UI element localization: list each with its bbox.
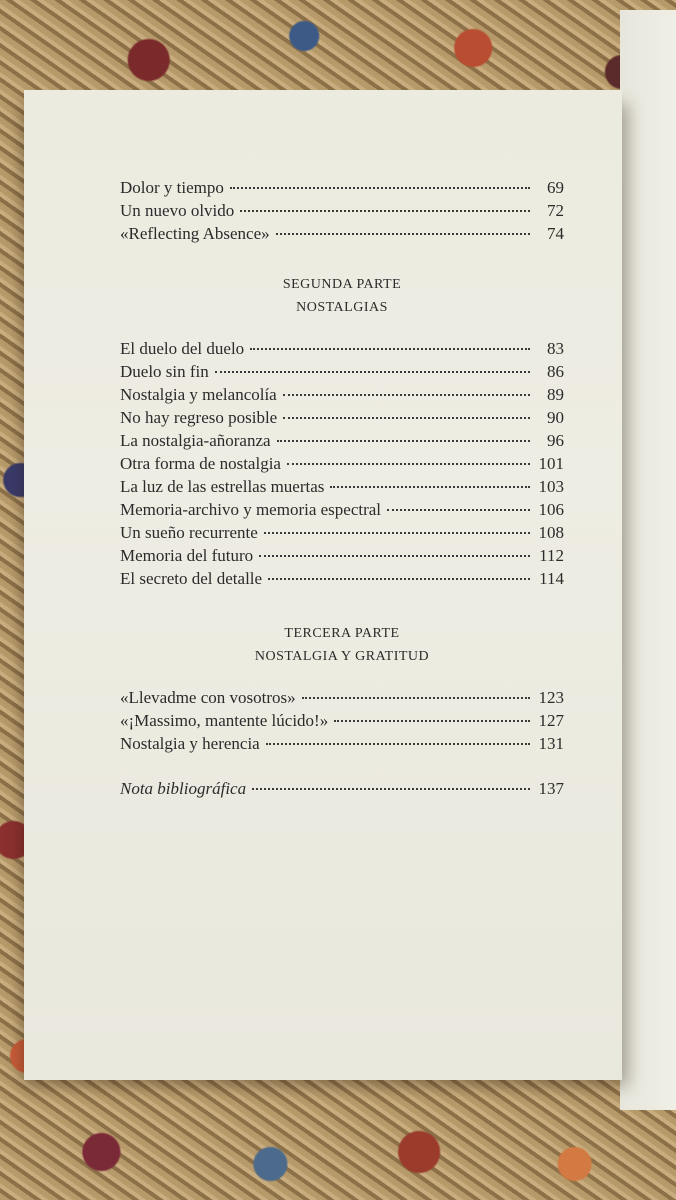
toc-entry-page: 89 — [547, 385, 564, 404]
dot-leader — [230, 187, 530, 189]
toc-entry-title: Memoria-archivo y memoria espectral — [120, 500, 382, 519]
toc-entry-page: 114 — [539, 569, 564, 588]
part-label: SEGUNDA PARTE — [282, 277, 402, 292]
dot-leader — [215, 371, 530, 373]
toc-entry — [120, 732, 564, 755]
toc-entry-page: 131 — [538, 734, 564, 753]
part-title: NOSTALGIA Y GRATITUD — [254, 649, 430, 664]
dot-leader — [287, 463, 530, 465]
toc-entry-title: Nostalgia y melancolía — [120, 385, 277, 404]
toc-entry-page: 127 — [538, 711, 564, 730]
book-page — [24, 90, 622, 1080]
toc-entry-page: 69 — [547, 178, 564, 197]
tercera-entries — [120, 686, 564, 755]
toc-entry-title: «Reflecting Absence» — [120, 224, 270, 243]
toc-entry — [120, 452, 564, 475]
dot-leader — [276, 233, 530, 235]
toc-entry — [120, 383, 564, 406]
toc-entry-page: 72 — [547, 201, 564, 220]
toc-entry-page: 137 — [538, 779, 564, 798]
toc-entry-page: 123 — [538, 688, 564, 707]
toc-entry-page: 101 — [538, 454, 564, 473]
toc-entry — [120, 475, 564, 498]
toc-entry — [120, 544, 564, 567]
dot-leader — [240, 210, 530, 212]
toc-entry — [120, 176, 564, 199]
toc-entry-page: 90 — [547, 408, 564, 427]
toc-entry — [120, 222, 564, 245]
toc-entry-page: 108 — [538, 523, 564, 542]
dot-leader — [277, 440, 530, 442]
toc-entry-page: 74 — [547, 224, 564, 243]
toc-entry-title: «¡Massimo, mantente lúcido!» — [120, 711, 329, 730]
toc-entry-title: Otra forma de nostalgia — [120, 454, 281, 473]
toc-entry-title: Nostalgia y herencia — [120, 734, 260, 753]
toc-entry — [120, 406, 564, 429]
toc-entry-title: Dolor y tiempo — [120, 178, 224, 197]
toc-entry — [120, 360, 564, 383]
toc-entry — [120, 199, 564, 222]
dot-leader — [268, 578, 530, 580]
toc-entry-title: Nota bibliográfica — [120, 779, 247, 798]
dot-leader — [302, 697, 530, 699]
toc-entry-page: 86 — [547, 362, 564, 381]
toc-entry-title: El secreto del detalle — [120, 569, 263, 588]
dot-leader — [334, 720, 530, 722]
dot-leader — [330, 486, 530, 488]
toc-entry-title: La luz de las estrellas muertas — [120, 477, 325, 496]
part-title: NOSTALGIAS — [296, 300, 388, 315]
toc-entry-page: 112 — [539, 546, 564, 565]
toc-entry-page: 83 — [547, 339, 564, 358]
toc-entry-page: 103 — [538, 477, 564, 496]
toc-entry — [120, 337, 564, 360]
toc-entry — [120, 686, 564, 709]
dot-leader — [259, 555, 530, 557]
toc-entry-title: Duelo sin fin — [120, 362, 209, 381]
toc-entry-nota — [120, 777, 564, 800]
dot-leader — [266, 743, 530, 745]
next-page-edge — [620, 10, 676, 1110]
toc-entry — [120, 521, 564, 544]
dot-leader — [264, 532, 530, 534]
dot-leader — [252, 788, 530, 790]
primera-entries — [120, 176, 564, 245]
toc-entry-page: 106 — [538, 500, 564, 519]
part-label: TERCERA PARTE — [284, 626, 400, 641]
toc-entry-title: Memoria del futuro — [120, 546, 254, 565]
toc-entry-title: El duelo del duelo — [120, 339, 245, 358]
dot-leader — [250, 348, 530, 350]
toc-entry-title: No hay regreso posible — [120, 408, 278, 427]
table-of-contents — [120, 176, 564, 800]
toc-entry-page: 96 — [547, 431, 564, 450]
toc-entry-title: «Llevadme con vosotros» — [120, 688, 296, 707]
dot-leader — [387, 509, 530, 511]
dot-leader — [283, 394, 530, 396]
toc-entry — [120, 498, 564, 521]
toc-entry-title: Un nuevo olvido — [120, 201, 235, 220]
toc-entry — [120, 709, 564, 732]
segunda-entries — [120, 337, 564, 590]
toc-entry — [120, 429, 564, 452]
toc-entry-title: La nostalgia-añoranza — [120, 431, 271, 450]
toc-entry-title: Un sueño recurrente — [120, 523, 258, 542]
toc-entry — [120, 567, 564, 590]
dot-leader — [283, 417, 530, 419]
